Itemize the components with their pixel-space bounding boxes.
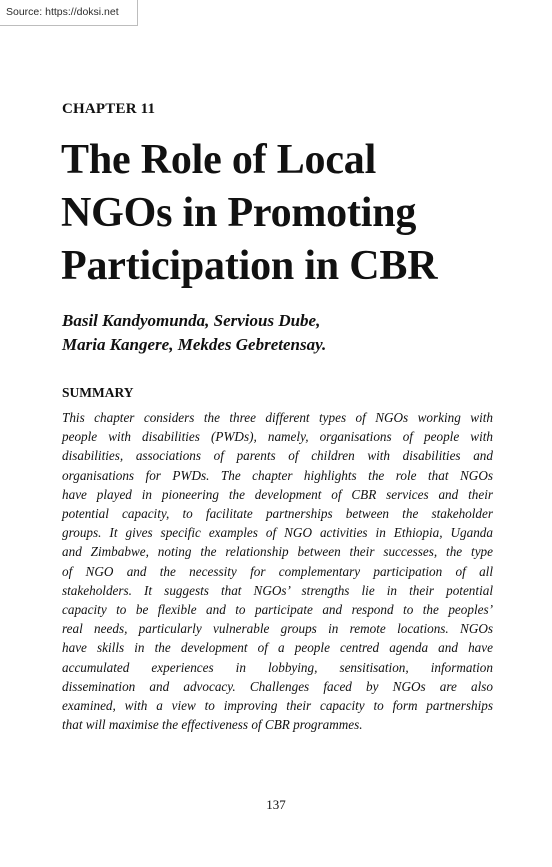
summary-line: dissemination and advocacy. Challenges faced by NGOs are also — [62, 678, 493, 694]
summary-line: disabilities, associations of parents of children with disabilities and — [62, 448, 493, 464]
summary-line: people with disabilities (PWDs), namely, organisations of people with — [62, 429, 493, 445]
summary-line: groups. It gives specific examples of NGO activities in Ethiopia, Uganda — [62, 525, 493, 541]
source-bar — [0, 0, 138, 26]
summary-line: examined, with a view to improving their capacity to form partnerships — [62, 698, 493, 714]
chapter-label: CHAPTER 11 — [62, 101, 156, 117]
summary-line: organisations for PWDs. The chapter highlights the role that NGOs — [62, 467, 493, 483]
summary-line: This chapter considers the three different types of NGOs working with — [62, 410, 493, 425]
summary-line: have played in pioneering the development of CBR services and their — [62, 486, 493, 502]
title-line: NGOs in Promoting — [61, 190, 417, 236]
summary-line: stakeholders. It suggests that NGOs’ strengths lie in their potential — [62, 582, 493, 598]
chapter-title — [61, 134, 521, 293]
summary-line: real needs, particularly vulnerable groups in remote locations. NGOs — [62, 621, 493, 637]
summary-line: potential capacity, to facilitate partnerships between the stakeholder — [62, 506, 493, 522]
authors — [62, 309, 492, 357]
source-label: Source: https://doksi.net — [6, 6, 119, 18]
summary-line: accumulated experiences in lobbying, sensitisation, information — [62, 659, 493, 675]
summary-line: that will maximise the effectiveness of CBR programmes. — [62, 717, 363, 733]
summary-line: have skills in the development of a people centred agenda and have — [62, 640, 493, 656]
authors-line: Basil Kandyomunda, Servious Dube, — [62, 311, 321, 330]
authors-line: Maria Kangere, Mekdes Gebretensay. — [62, 335, 327, 354]
title-line: The Role of Local — [61, 137, 377, 183]
summary-body — [62, 408, 493, 734]
page-number: 137 — [266, 797, 286, 812]
summary-heading: SUMMARY — [62, 385, 134, 400]
summary-line: capacity to be flexible and to participate and respond to the peoples’ — [62, 602, 493, 618]
title-line: Participation in CBR — [61, 243, 438, 289]
summary-line: of NGO and the necessity for complementary participation of all — [62, 563, 493, 579]
summary-line: and Zimbabwe, noting the relationship between their successes, the type — [62, 544, 493, 560]
